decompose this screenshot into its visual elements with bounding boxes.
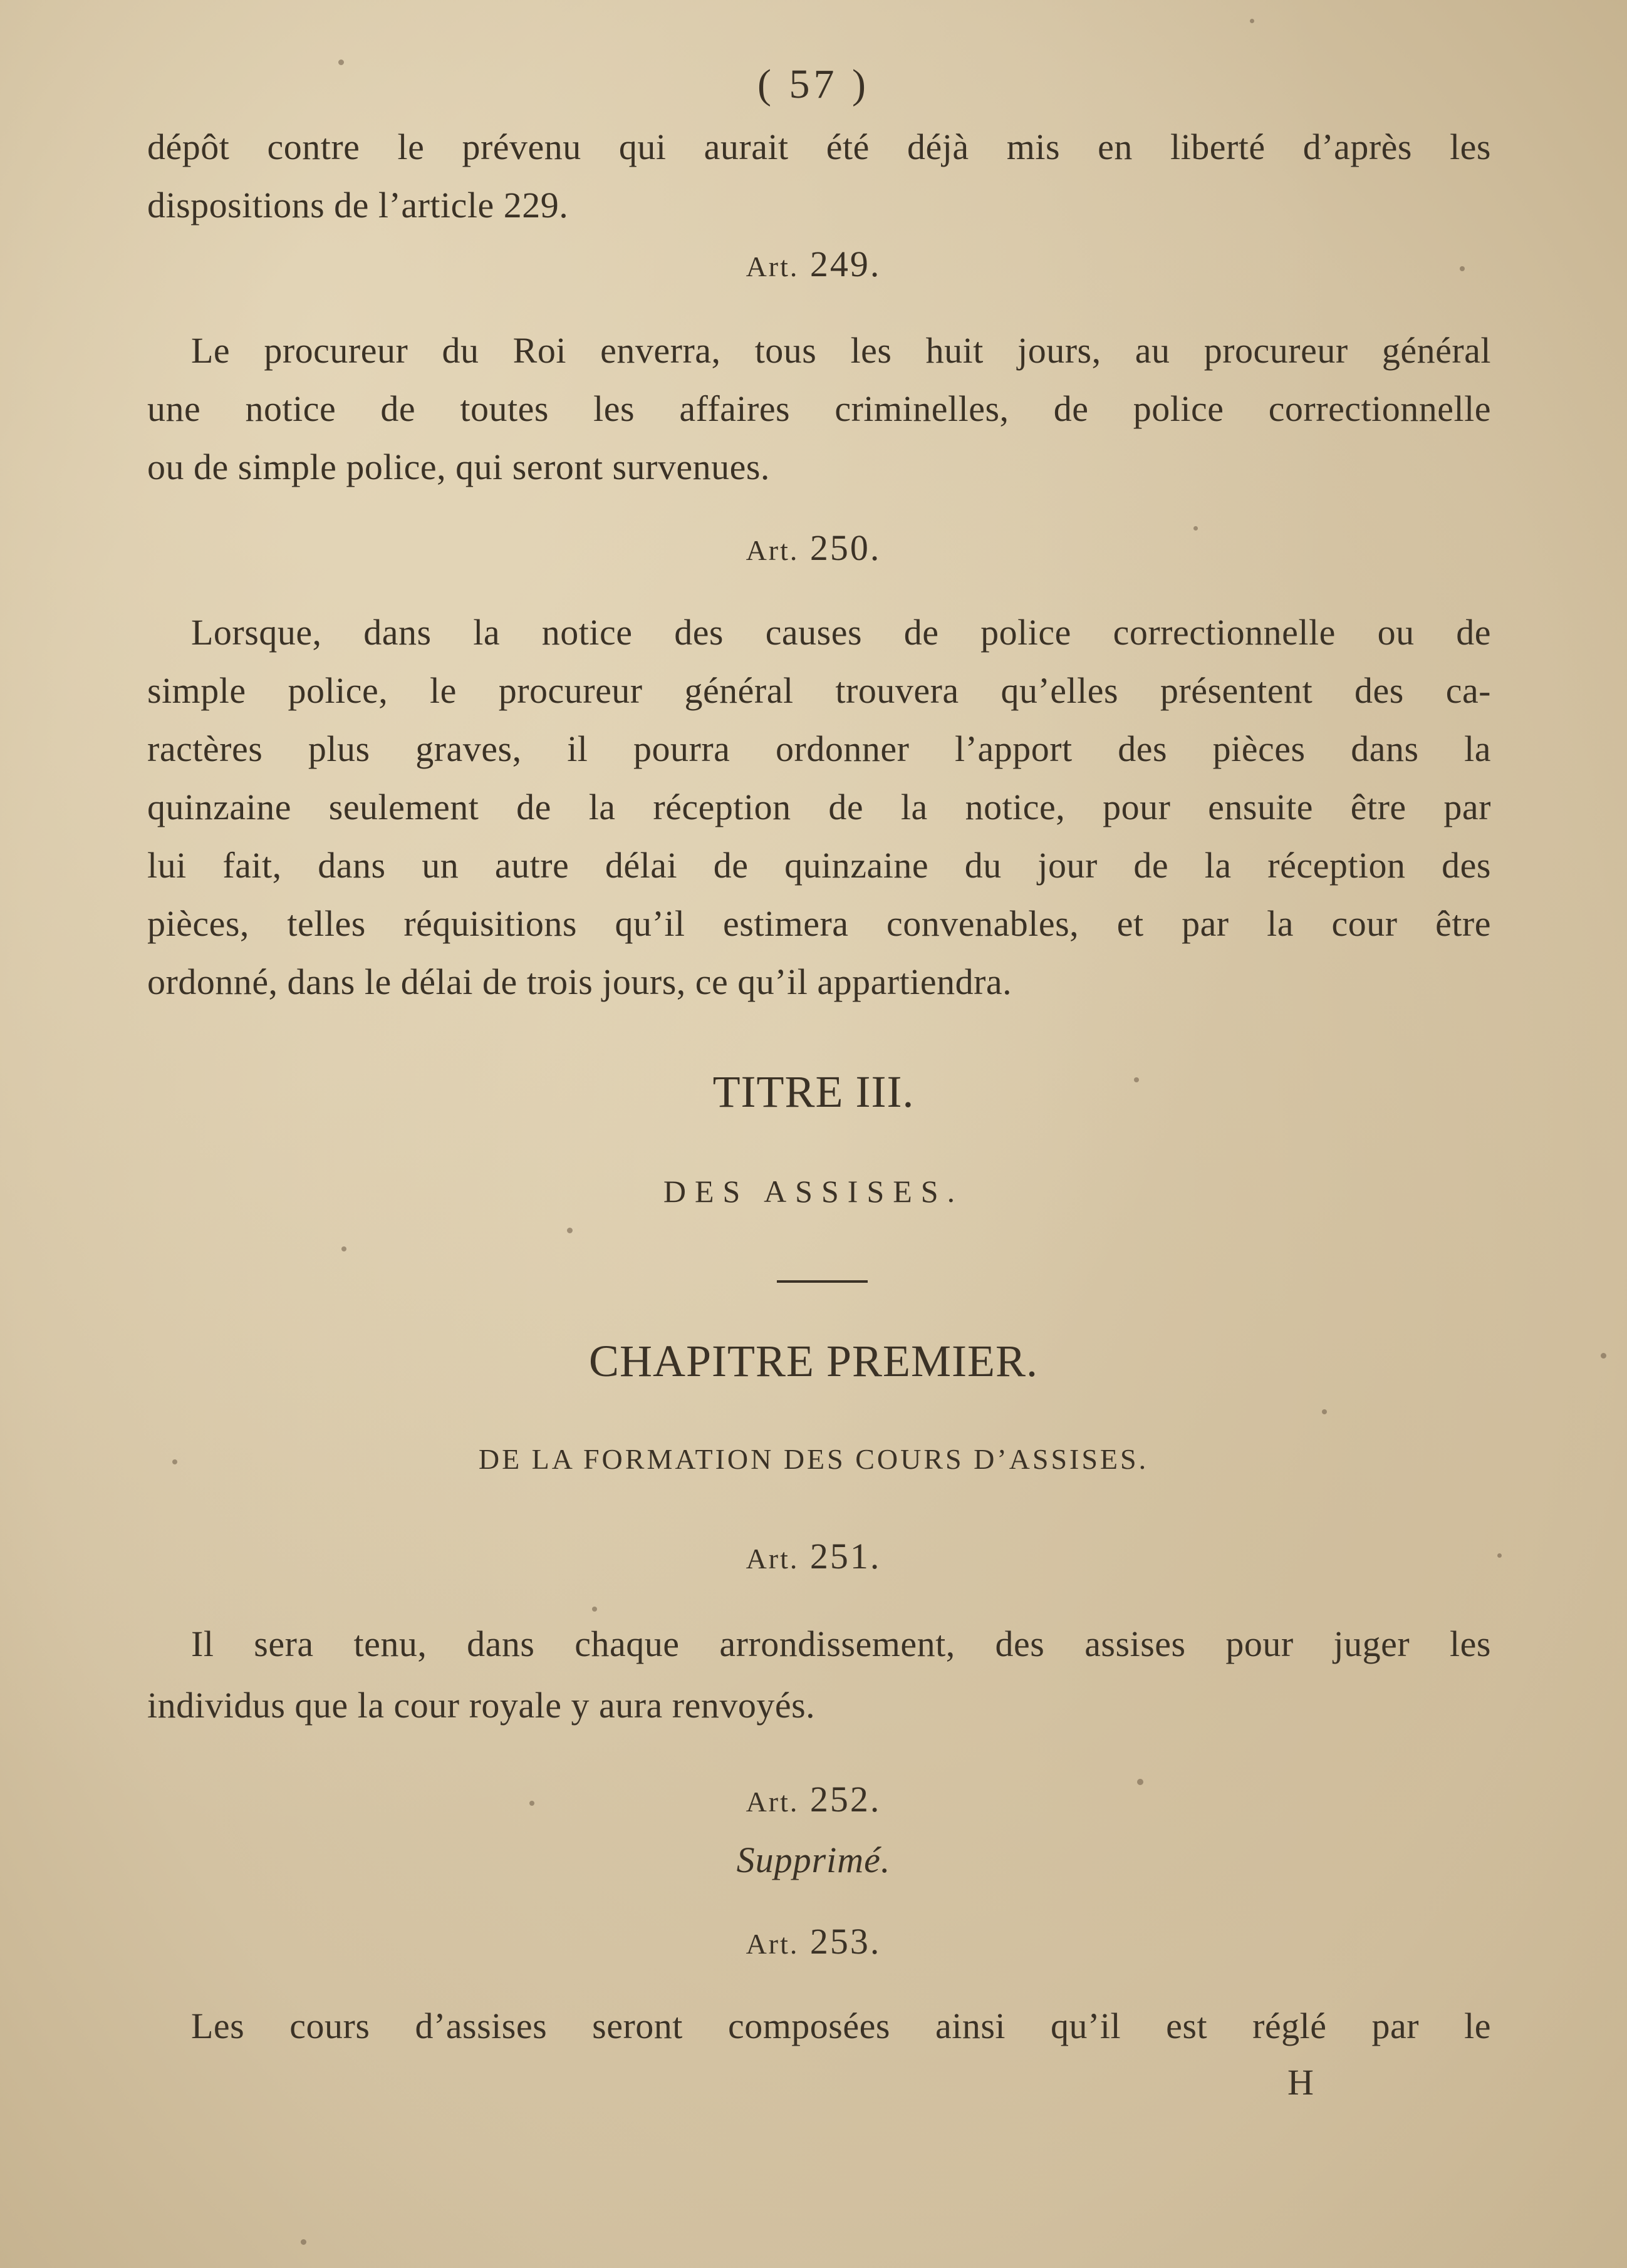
article-label: Art. [746,1543,799,1575]
article-label: Art. [746,251,799,282]
article-249-line-1: Le procureur du Roi enverra, tous les huit jours, au procureur général [191,330,1491,371]
article-label: Art. [746,534,799,566]
article-number: 250. [809,527,881,568]
article-250-line-6: pièces, telles réquisitions qu’il estimera convenables, et par la cour être [147,903,1491,944]
article-label: Art. [746,1786,799,1818]
chapitre-heading: CHAPITRE PREMIER. [588,1336,1039,1386]
titre-subtitle: DES ASSISES. [663,1174,964,1209]
paper-speck [1322,1409,1327,1414]
article-number: 249. [809,244,881,284]
article-252-heading [0,1778,1627,1824]
article-249-line-2: une notice de toutes les affaires criminelles, de police correctionnelle [147,388,1491,429]
paper-speck [567,1228,573,1233]
article-251-line-2: individus que la cour royale y aura renvoyés. [147,1685,816,1726]
article-249-heading [0,242,1627,289]
article-number: 253. [809,1921,881,1962]
article-249-line-3: ou de simple police, qui seront survenues. [147,447,770,487]
page-number: ( 57 ) [757,61,870,107]
paper-speck [341,1246,346,1251]
article-250-line-7: ordonné, dans le délai de trois jours, ce qu’il appartiendra. [147,961,1012,1002]
chapitre-subtitle: DE LA FORMATION DES COURS D’ASSISES. [478,1443,1149,1475]
article-251-heading [0,1535,1627,1581]
article-number: 251. [809,1536,881,1577]
signature-mark: H [1287,2062,1314,2103]
paper-speck [301,2239,306,2245]
article-253-line-1: Les cours d’assises seront composées ainsi qu’il est réglé par le [191,2006,1491,2046]
continuation-line-1: dépôt contre le prévenu qui aurait été déjà mis en liberté d’après les [147,127,1491,167]
article-250-line-4: quinzaine seulement de la réception de la notice, pour ensuite être par [147,787,1491,827]
paper-speck [592,1607,597,1612]
article-250-line-3: ractères plus graves, il pourra ordonner l’apport des pièces dans la [147,728,1491,769]
article-number: 252. [809,1779,881,1820]
article-250-line-1: Lorsque, dans la notice des causes de police correctionnelle ou de [191,612,1491,653]
article-250-line-2: simple police, le procureur général trouvera qu’elles présentent des ca- [147,670,1491,711]
article-250-heading [0,526,1627,572]
article-252-note: Supprimé. [736,1840,891,1880]
article-251-line-1: Il sera tenu, dans chaque arrondissement, des assises pour juger les [191,1623,1491,1664]
paper-speck [1250,19,1254,23]
section-divider [777,1280,868,1283]
article-label: Art. [746,1928,799,1960]
titre-heading: TITRE III. [712,1067,915,1117]
article-253-heading [0,1920,1627,1966]
article-250-line-5: lui fait, dans un autre délai de quinzaine du jour de la réception des [147,845,1491,886]
continuation-line-2: dispositions de l’article 229. [147,185,569,225]
